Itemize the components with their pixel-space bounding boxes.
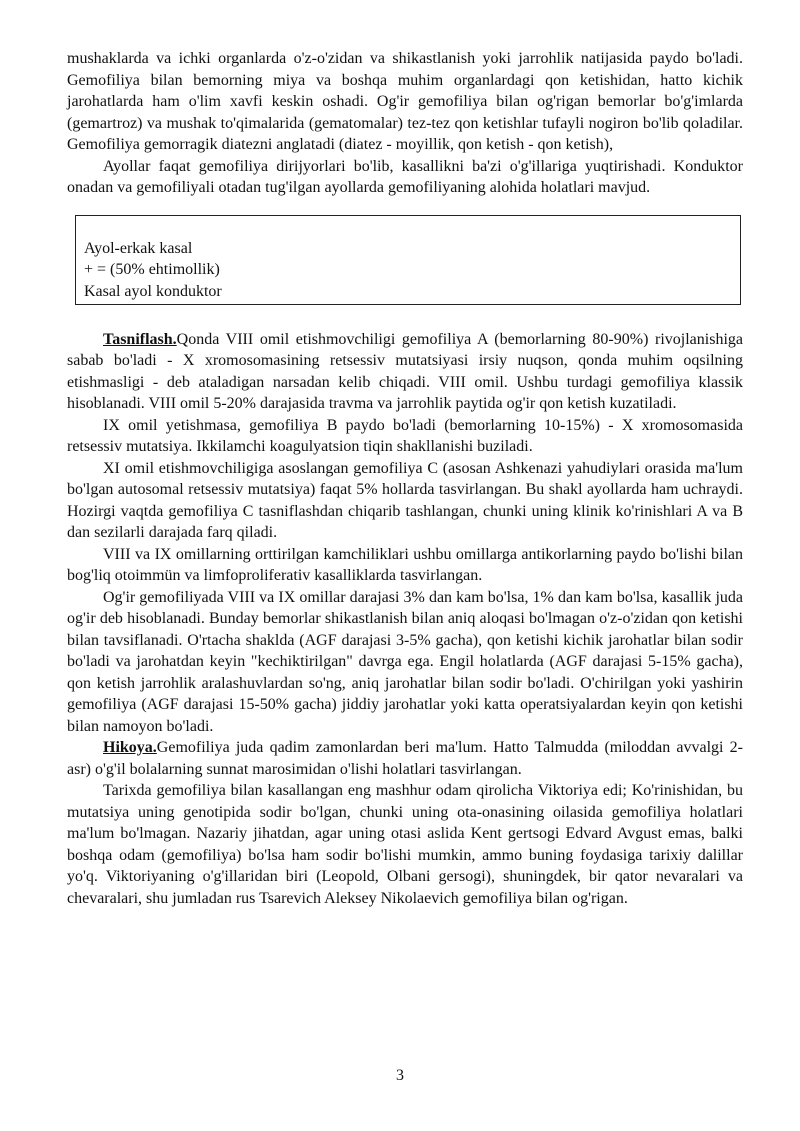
paragraph-classification [67,329,743,415]
paragraph-hemophilia-b: IX omil yetishmasa, gemofiliya B paydo bo'ladi (bemorlarning 10-15%) - X xromosomasida retsessiv mutatsiya. Ikkilamchi koagulyatsion tiqin shakllanishi buziladi. [67,416,743,455]
paragraph-severity: Og'ir gemofiliyada VIII va IX omillar darajasi 3% dan kam bo'lsa, 1% dan kam bo'lsa, kasallik juda og'ir deb hisoblanadi. Bunday bemorlar shikastlanish bilan aniq aloqasi bo'lmagan o'z-o'zidan qon ketishi bilan tavsiflanadi. O'rtacha shaklda (AGF darajasi 3-5% gacha), qon ketishi kichik jarohatlar bilan sodir bo'ladi va jarohatdan keyin "kechiktirilgan" davrga ega. Engil holatlarda (AGF darajasi 5-15% gacha), qon ketish jarrohlik aralashuvlardan so'ng, aniq jarohatlar bilan sodir bo'ladi. O'chirilgan yoki yashirin gemofiliya (AGF darajasi 15-50% gacha) jiddiy jarohatlar yoki katta operatsiyalardan keyin qon ketishi bilan namoyon bo'ladi. [67,588,743,735]
paragraph-hemophilia-c: XI omil etishmovchiligiga asoslangan gemofiliya C (asosan Ashkenazi yahudiylari orasida ma'lum bo'lgan autosomal retsessiv mutatsiya) faqat 5% hollarda tasvirlangan. Bu shakl ayollarda ham uchraydi. Hozirgi vaqtda gemofiliya C tasniflashdan chiqarib tashlangan, chunki uning klinik ko'rinishlari A va B dan sezilarli darajada farq qiladi. [67,459,743,541]
history-heading: Hikoya. [103,739,157,756]
classification-text: Qonda VIII omil etishmovchiligi gemofiliya A (bemorlarning 80-90%) rivojlanishiga sabab bo'ladi - X xromosomasining retsessiv mutatsiyasi irsiy nuqson, qonda muhim oqsilning etishmasligi - deb ataladigan narsadan kelib chiqadi. VIII omil. Ushbu turdagi gemofiliya klassik hisoblanadi. VIII omil 5-20% darajasida travma va jarrohlik paytida og'ir qon ketish kuzatiladi. [67,330,743,412]
box-line-1: Ayol-erkak kasal [84,239,193,257]
inheritance-box [75,215,741,305]
page-number: 3 [396,1067,404,1084]
box-line-3: Kasal ayol konduktor [84,282,222,300]
paragraph-acquired: VIII va IX omillarning orttirilgan kamchiliklari ushbu omillarga antikorlarning paydo bo'lishi bilan bog'liq otoimmün va limfoproliferativ kasalliklarda tasvirlangan. [67,545,743,584]
history-text: Gemofiliya juda qadim zamonlardan beri ma'lum. Hatto Talmudda (miloddan avvalgi 2-asr) o'g'il bolalarning sunnat marosimidan o'lishi holatlari tasvirlangan. [67,739,743,778]
document-page [67,48,743,909]
paragraph-continued: mushaklarda va ichki organlarda o'z-o'zidan va shikastlanish yoki jarrohlik natijasida paydo bo'ladi. Gemofiliya bilan bemorning miya va boshqa muhim organlardagi qon ketishidan, hatto kichik jarohatlarda ham o'lim xavfi keskin oshadi. Og'ir gemofiliya bilan og'rigan bemorlar bo'g'imlarda (gemartroz) va mushak to'qimalarida (gematomalar) tez-tez qon ketishlar tufayli nogiron bo'lib qoladilar. Gemofiliya gemorragik diatezni anglatadi (diatez - moyillik, qon ketish - qon ketish), [67,50,743,153]
paragraph-victoria: Tarixda gemofiliya bilan kasallangan eng mashhur odam qirolicha Viktoriya edi; Ko'rinishidan, bu mutatsiya uning genotipida sodir bo'lgan, chunki uning ota-onasining oilasida gemofiliya holatlari ma'lum bo'lmagan. Nazariy jihatdan, agar uning otasi aslida Kent gertsogi Edvard Avgust emas, balki boshqa odam (gemofiliya) bo'lsa ham sodir bo'lishi mumkin, ammo buning foydasiga tarixiy dalillar yo'q. Viktoriyaning o'g'illaridan biri (Leopold, Olbani gersogi), shuningdek, bir qator nevaralari va chevaralari, shu jumladan rus Tsarevich Aleksey Nikolaevich gemofiliya bilan og'rigan. [67,782,743,907]
classification-heading: Tasniflash. [103,330,177,348]
box-line-2: + = (50% ehtimollik) [84,261,220,278]
paragraph-conductors: Ayollar faqat gemofiliya dirijyorlari bo'lib, kasallikni ba'zi o'g'illariga yuqtirishadi. Konduktor onadan va gemofiliyali otadan tug'ilgan ayollarda gemofiliyaning alohida holatlari mavjud. [67,157,743,196]
paragraph-history [67,737,743,780]
